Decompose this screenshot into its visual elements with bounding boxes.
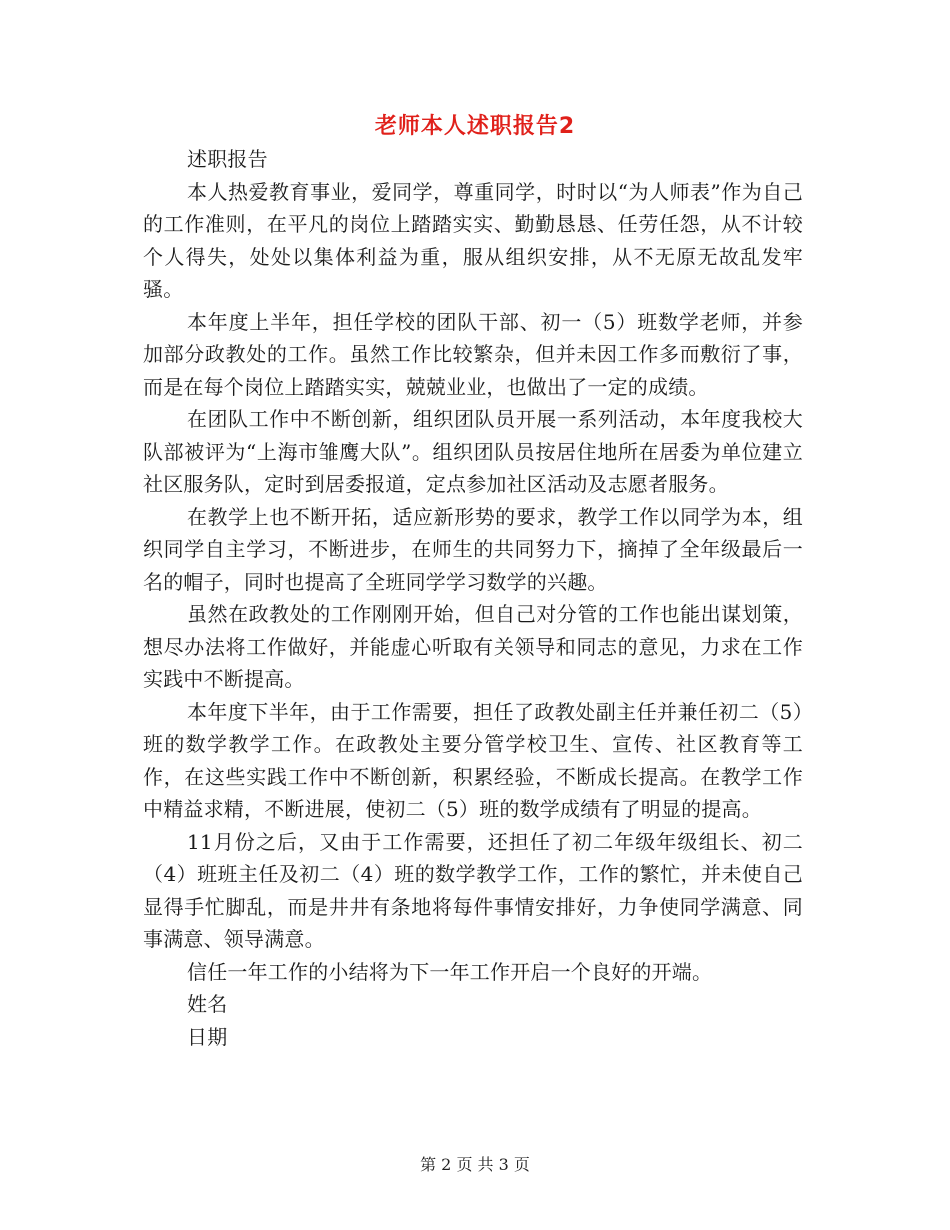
paragraph-heading: 述职报告 <box>187 147 268 171</box>
document-body <box>143 143 803 1053</box>
page-footer: 第 2 页 共 3 页 <box>420 1155 530 1174</box>
paragraph: 在团队工作中不断创新，组织团队员开展一系列活动，本年度我校大队部被评为“上海市雏鹰大队”。组织团队员按居住地所在居委为单位建立社区服务队，定时到居委报道，定点参加社区活动及志愿者服务。 <box>143 407 803 496</box>
paragraph: 本人热爱教育事业，爱同学，尊重同学，时时以“为人师表”作为自己的工作准则，在平凡的岗位上踏踏实实、勤勤恳恳、任劳任怨，从不计较个人得失，处处以集体利益为重，服从组织安排，从不无原无故乱发牢骚。 <box>143 179 803 301</box>
document-title: 老师本人述职报告2 <box>374 114 576 139</box>
paragraph: 在教学上也不断开拓，适应新形势的要求，教学工作以同学为本，组织同学自主学习，不断进步，在师生的共同努力下，摘掉了全年级最后一名的帽子，同时也提高了全班同学学习数学的兴趣。 <box>143 504 803 594</box>
signature-name: 姓名 <box>187 992 228 1016</box>
paragraph: 11月份之后，又由于工作需要，还担任了初二年级年级组长、初二（4）班班主任及初二（4）班的数学教学工作，工作的繁忙，并未使自己显得手忙脚乱，而是井井有条地将每件事情安排好，力争使同学满意、同事满意、领导满意。 <box>143 829 803 951</box>
paragraph: 信任一年工作的小结将为下一年工作开启一个良好的开端。 <box>187 959 713 984</box>
signature-date: 日期 <box>187 1024 228 1049</box>
paragraph: 本年度上半年，担任学校的团队干部、初一（5）班数学老师，并参加部分政教处的工作。虽然工作比较繁杂，但并未因工作多而敷衍了事，而是在每个岗位上踏踏实实，兢兢业业，也做出了一定的成绩。 <box>143 309 803 399</box>
paragraph: 本年度下半年，由于工作需要，担任了政教处副主任并兼任初二（5）班的数学教学工作。在政教处主要分管学校卫生、宣传、社区教育等工作，在这些实践工作中不断创新，积累经验，不断成长提高。在教学工作中精益求精，不断进展，使初二（5）班的数学成绩有了明显的提高。 <box>143 699 803 821</box>
paragraph: 虽然在政教处的工作刚刚开始，但自己对分管的工作也能出谋划策，想尽办法将工作做好，并能虚心听取有关领导和同志的意见，力求在工作实践中不断提高。 <box>143 602 803 691</box>
